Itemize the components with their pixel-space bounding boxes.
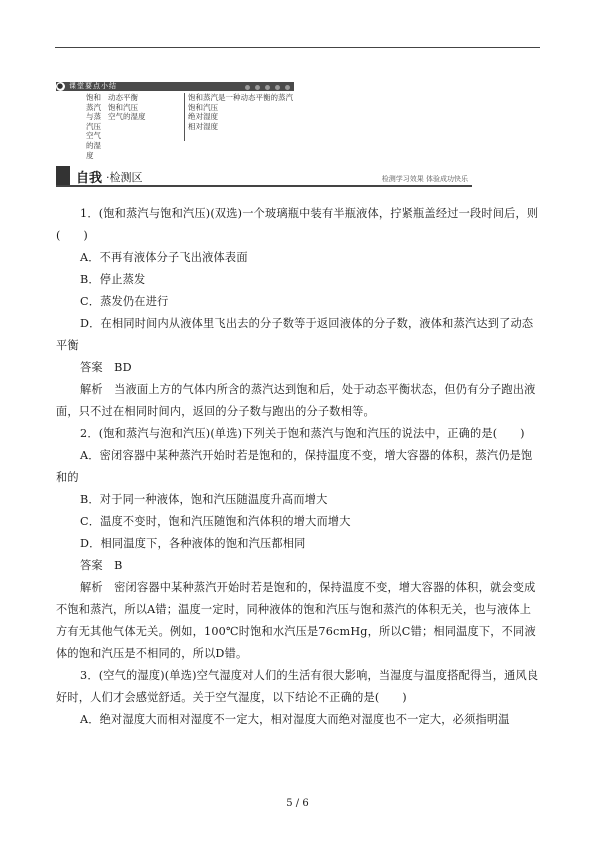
paragraph: A．不再有液体分子飞出液体表面 — [80, 251, 248, 264]
paragraph: 1．(饱和蒸汽与饱和汽压)(双选)一个玻璃瓶中装有半瓶液体，拧紧瓶盖经过一段时间后，则( ) — [56, 207, 539, 242]
summary-col3-item: 绝对湿度 — [188, 112, 218, 122]
paragraph: A．绝对湿度大而相对湿度不一定大，相对湿度大而绝对湿度也不一定大，必须指明温 — [80, 713, 510, 726]
explanation: 解析 当液面上方的气体内所含的蒸汽达到饱和后，处于动态平衡状态，但仍有分子跑出液面，只不过在相同时间内，返回的分子数与跑出的分子数相等。 — [56, 383, 536, 418]
section-title-right: 检测学习效果 体验成功快乐 — [381, 175, 468, 183]
summary-bar-label: 课堂要点小结 — [69, 82, 117, 90]
summary-vert-label: 饱和蒸汽与蒸汽压 空气的湿度 — [86, 93, 101, 160]
answer: 答案 BD — [80, 361, 132, 374]
paragraph: B．停止蒸发 — [80, 273, 146, 286]
paragraph: C．蒸发仍在进行 — [80, 295, 169, 308]
header-rule — [55, 47, 540, 48]
summary-col2-item: 动态平衡 — [108, 93, 138, 102]
summary-col2 — [108, 93, 166, 122]
answer: 答案 B — [80, 559, 123, 572]
paragraph: 2．(饱和蒸汽与泡和汽压)(单选)下列关于饱和蒸汽与饱和汽压的说法中，正确的是( ) — [80, 427, 525, 440]
section-title-rule — [56, 185, 472, 187]
explanation: 解析 密闭容器中某种蒸汽开始时若是饱和的，保持温度不变，增大容器的体积，就会变成不饱和蒸汽，所以A错；温度一定时，同种液体的饱和汽压与饱和蒸汽的体积无关，也与液体上方有无其他气体无关。例如，100℃时饱和水汽压是76cmHg，所以C错；相同温度下，不同液体的饱和汽压是不相同的，所以D错。 — [56, 581, 536, 660]
summary-col3-item: 饱和汽压 — [188, 102, 218, 112]
section-title-block — [56, 166, 70, 186]
question-content — [56, 203, 542, 731]
summary-col2-item: 空气的湿度 — [108, 112, 146, 122]
paragraph: C．温度不变时，饱和汽压随饱和汽体积的增大而增大 — [80, 515, 351, 528]
section-title — [56, 166, 472, 186]
summary-col3 — [188, 93, 298, 131]
paragraph: A．密闭容器中某种蒸汽开始时若是饱和的，保持温度不变，增大容器的体积，蒸汽仍是饱和的 — [56, 449, 533, 484]
paragraph: B．对于同一种液体，饱和汽压随温度升高而增大 — [80, 493, 328, 506]
summary-bar — [56, 82, 294, 91]
summary-bullet-icon: ● — [56, 82, 65, 90]
summary-col2-item: 饱和汽压 — [108, 102, 138, 112]
summary-col3-item: 相对湿度 — [188, 121, 218, 131]
summary-col3-item: 饱和蒸汽是一种动态平衡的蒸汽 — [188, 93, 293, 102]
page-number: 5 / 6 — [286, 798, 309, 809]
paragraph: D．相同温度下，各种液体的饱和汽压都相同 — [80, 537, 306, 550]
section-title-main: 自我 — [76, 171, 103, 186]
paragraph: 3．(空气的湿度)(单选)空气湿度对人们的生活有很大影响，当湿度与温度搭配得当，通风良好时，人们才会感觉舒适。关于空气湿度，以下结论不正确的是( ) — [56, 669, 539, 704]
section-title-sub: ·检测区 — [106, 171, 143, 184]
paragraph: D．在相同时间内从液体里飞出去的分子数等于返回液体的分子数，液体和蒸汽达到了动态平衡 — [56, 317, 534, 352]
summary-dots — [240, 84, 290, 93]
